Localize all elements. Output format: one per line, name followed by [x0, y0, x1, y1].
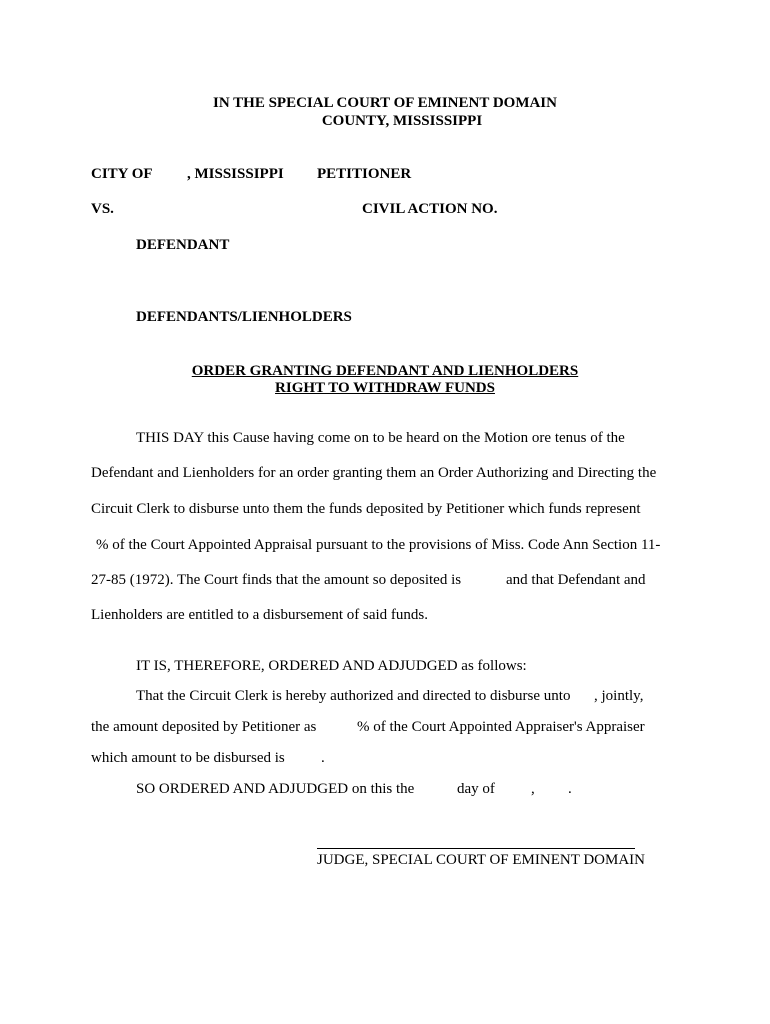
so-ordered-comma: , [531, 781, 535, 797]
paragraph1-line1: THIS DAY this Cause having come on to be heard on the Motion ore tenus of the [136, 430, 625, 446]
paragraph2-line2a: the amount deposited by Petitioner as [91, 719, 317, 735]
court-name-line2: COUNTY, MISSISSIPPI [321, 113, 483, 129]
so-ordered-line-a: SO ORDERED AND ADJUDGED on this the [136, 781, 415, 797]
ordered-adjudged-line: IT IS, THEREFORE, ORDERED AND ADJUDGED as follows: [136, 658, 527, 674]
court-name-line1: IN THE SPECIAL COURT OF EMINENT DOMAIN [213, 95, 557, 111]
so-ordered-period: . [568, 781, 572, 797]
paragraph2-line3a: which amount to be disbursed is [91, 750, 285, 766]
paragraph1-line5b: and that Defendant and [506, 572, 646, 588]
paragraph1-line2: Defendant and Lienholders for an order granting them an Order Authorizing and Directing the [91, 465, 657, 481]
signature-line [317, 848, 635, 849]
paragraph2-line2b: % of the Court Appointed Appraiser's Appraiser [357, 719, 645, 735]
paragraph1-line3: Circuit Clerk to disburse unto them the funds deposited by Petitioner which funds represent [91, 501, 641, 517]
order-title-line1: ORDER GRANTING DEFENDANT AND LIENHOLDERS [191, 363, 579, 379]
versus-label: VS. [91, 201, 114, 217]
defendant-label: DEFENDANT [136, 237, 230, 253]
civil-action-label: CIVIL ACTION NO. [362, 201, 498, 217]
paragraph2-line1a: That the Circuit Clerk is hereby authorized and directed to disburse unto [136, 688, 571, 704]
so-ordered-day-of: day of [457, 781, 495, 797]
paragraph1-line4: % of the Court Appointed Appraisal pursuant to the provisions of Miss. Code Ann Section 11- [96, 537, 661, 553]
judge-signature-label: JUDGE, SPECIAL COURT OF EMINENT DOMAIN [317, 852, 646, 868]
paragraph2-line3b: . [321, 750, 325, 766]
defendants-lienholders-label: DEFENDANTS/LIENHOLDERS [136, 309, 352, 325]
paragraph1-line6: Lienholders are entitled to a disbursement of said funds. [91, 607, 428, 623]
order-title-line2: RIGHT TO WITHDRAW FUNDS [275, 380, 495, 396]
paragraph1-line5a: 27-85 (1972). The Court finds that the amount so deposited is [91, 572, 462, 588]
mississippi-label: , MISSISSIPPI [187, 166, 284, 182]
paragraph2-line1b: , jointly, [594, 688, 644, 704]
petitioner-label: PETITIONER [317, 166, 412, 182]
city-of-label: CITY OF [91, 166, 153, 182]
